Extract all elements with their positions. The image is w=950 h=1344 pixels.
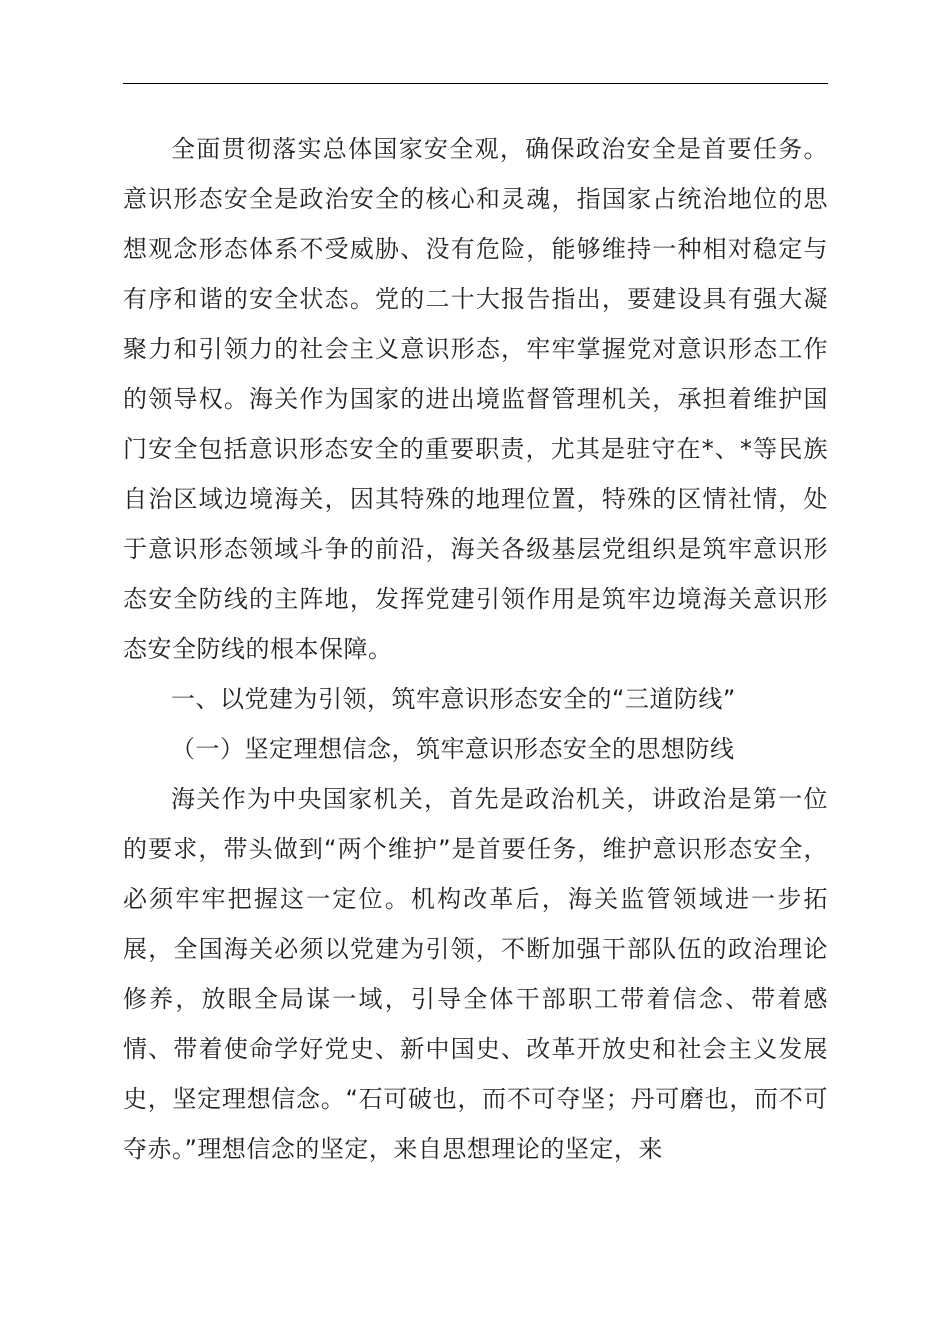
section-heading: 一、以党建为引领，筑牢意识形态安全的“三道防线” <box>171 685 736 713</box>
header-rule <box>123 83 828 84</box>
paragraph-body: 海关作为中央国家机关，首先是政治机关，讲政治是第一位的要求，带头做到“两个维护”是首要任务，维护意识形态安全，必须牢牢把握这一定位。机构改革后，海关监管领域进一步拓展，全国海关必须以党建为引领，不断加强干部队伍的政治理论修养，放眼全局谋一域，引导全体干部职工带着信念、带着感情、带着使命学好党史、新中国史、改革开放史和社会主义发展史，坚定理想信念。“石可破也，而不可夺坚；丹可磨也，而不可夺赤。”理想信念的坚定，来自思想理论的坚定，来 <box>123 785 828 1163</box>
paragraph-intro: 全面贯彻落实总体国家安全观，确保政治安全是首要任务。意识形态安全是政治安全的核心和灵魂，指国家占统治地位的思想观念形态体系不受威胁、没有危险，能够维持一种相对稳定与有序和谐的安全状态。党的二十大报告指出，要建设具有强大凝聚力和引领力的社会主义意识形态，牢牢掌握党对意识形态工作的领导权。海关作为国家的进出境监督管理机关，承担着维护国门安全包括意识形态安全的重要职责，尤其是驻守在*、*等民族自治区域边境海关，因其特殊的地理位置，特殊的区情社情，处于意识形态领域斗争的前沿，海关各级基层党组织是筑牢意识形态安全防线的主阵地，发挥党建引领作用是筑牢边境海关意识形态安全防线的根本保障。 <box>123 135 828 663</box>
document-body <box>123 124 828 1174</box>
subsection-heading: （一）坚定理想信念，筑牢意识形态安全的思想防线 <box>171 735 735 763</box>
